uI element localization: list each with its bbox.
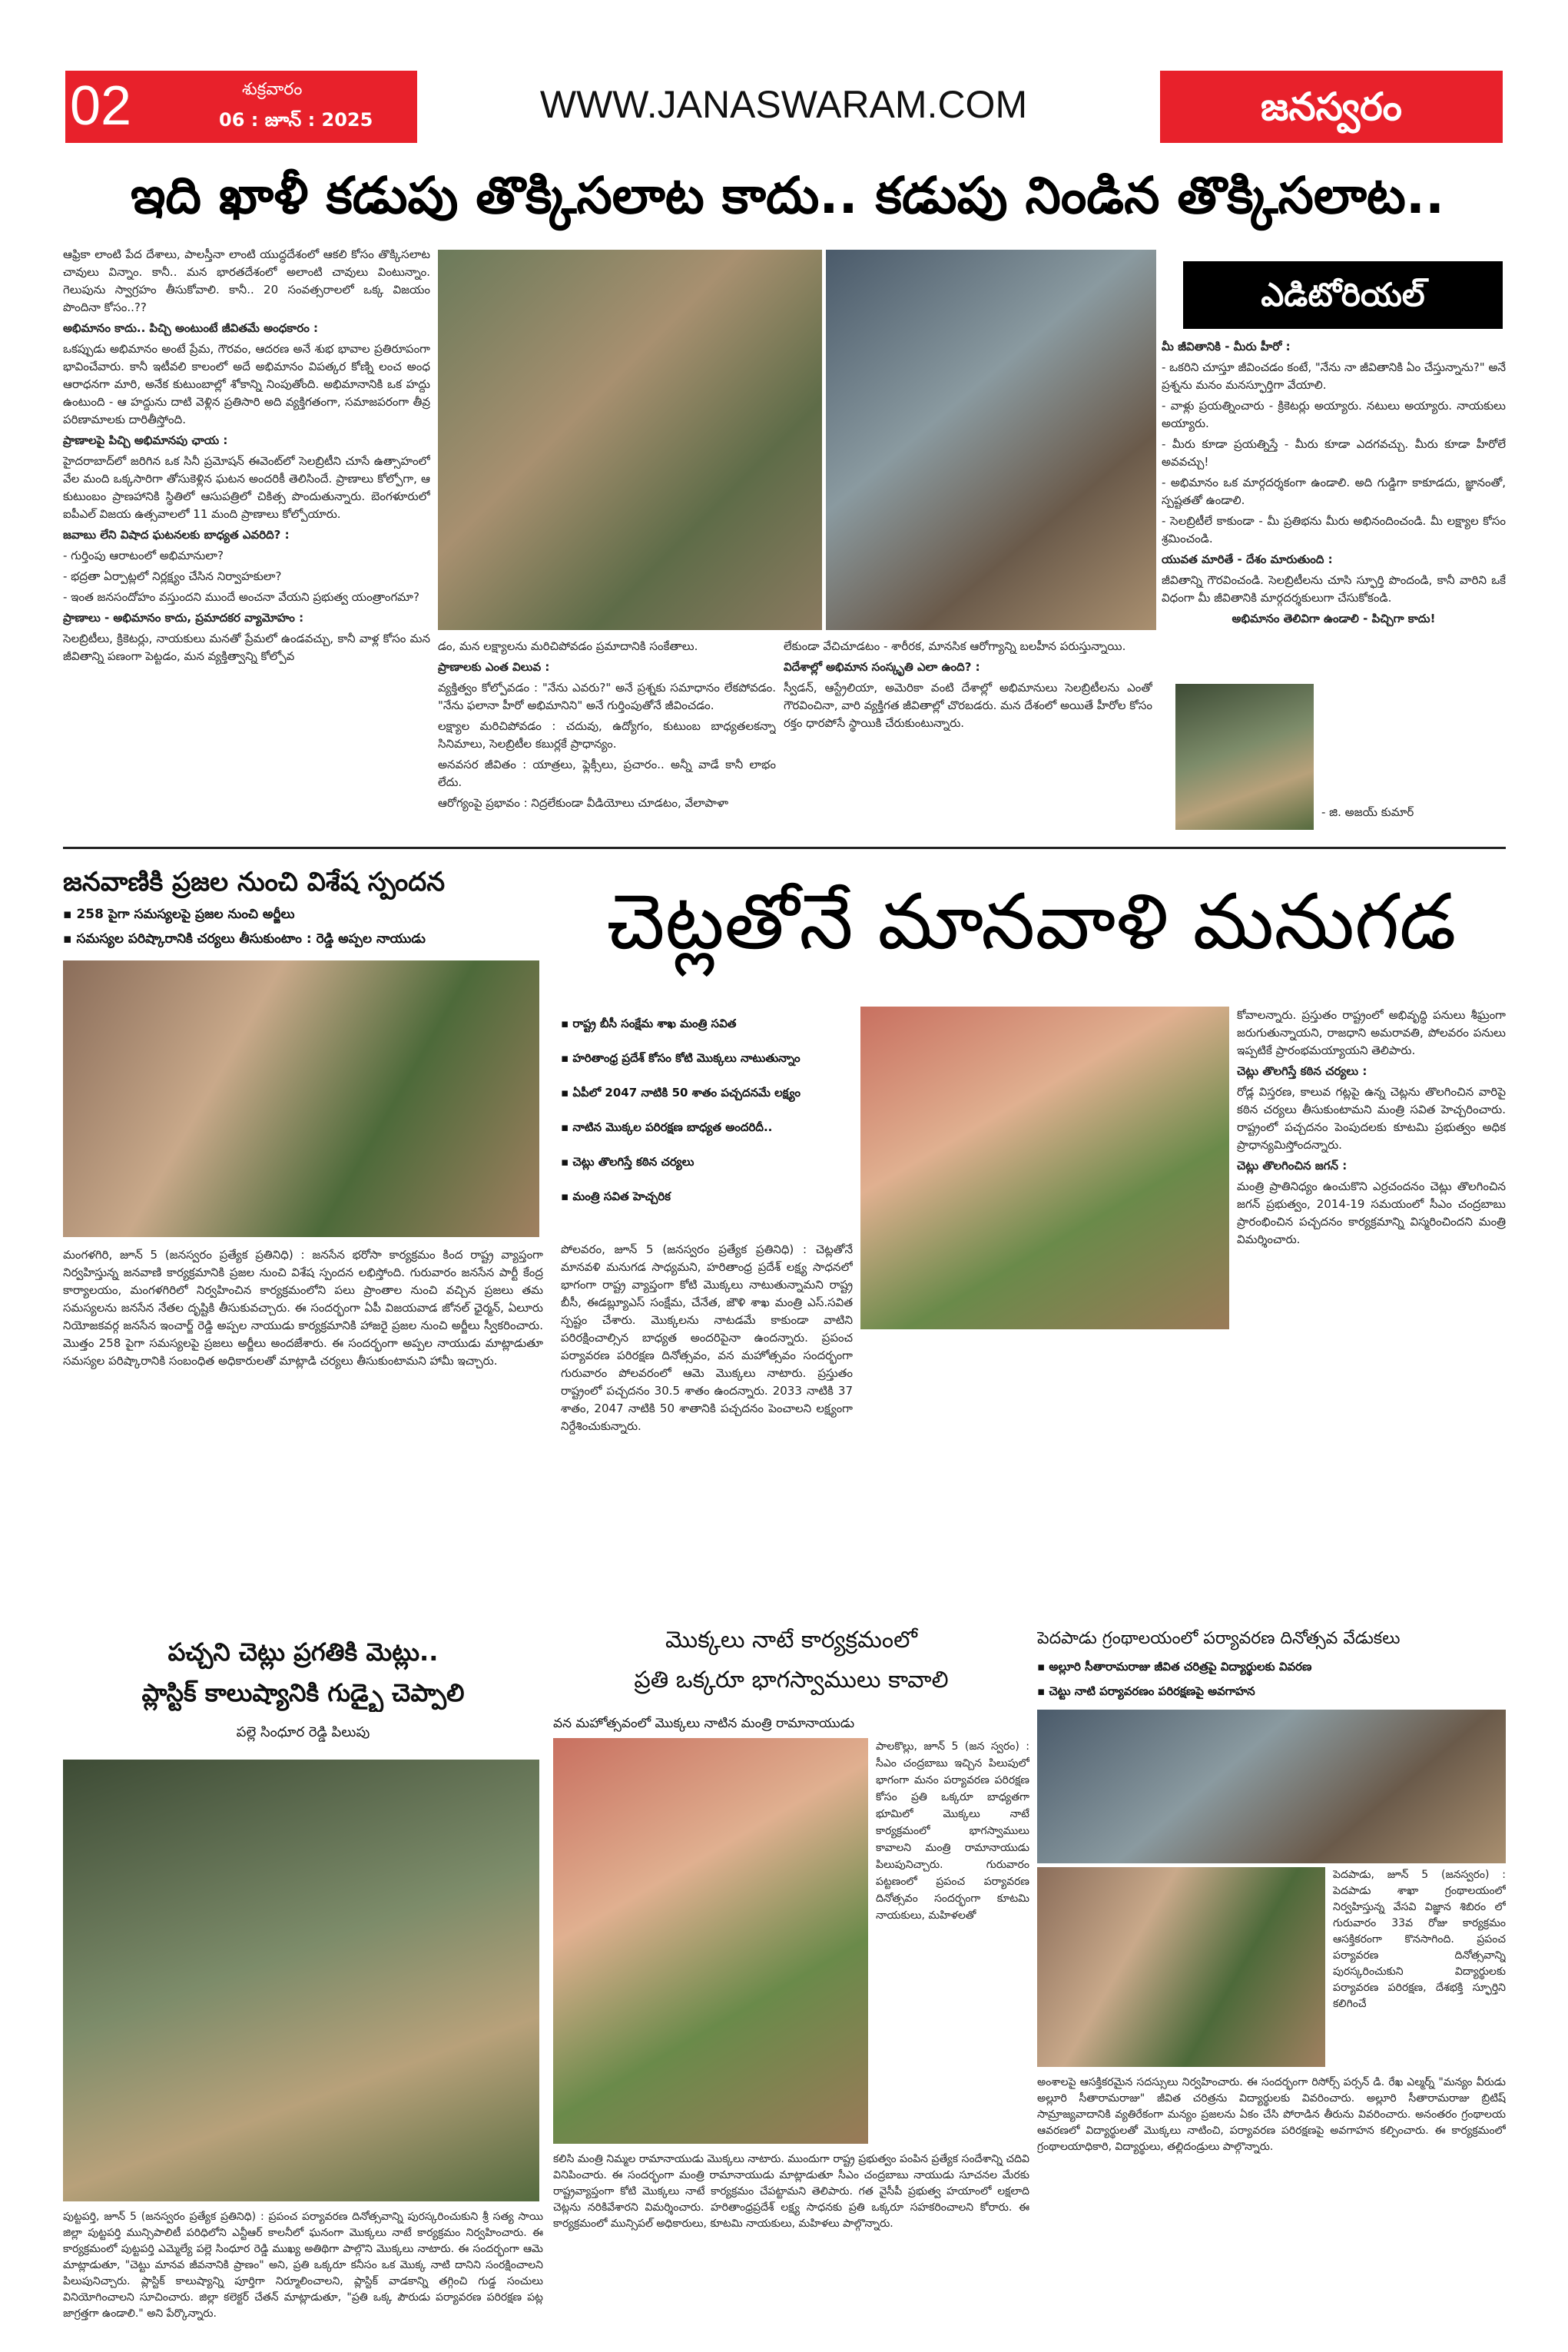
author-photo: [1175, 684, 1314, 830]
pedapadu-bullet-1: ▪ అల్లూరి సీతారామరాజు జీవిత చరిత్రపై విద్యార్థులకు వివరణ: [1037, 1660, 1506, 1681]
janavani-headline: జనవాణికి ప్రజల నుంచి విశేష స్పందన: [63, 867, 446, 897]
mokkalu-sub: వన మహోత్సవంలో మొక్కలు నాటిన మంత్రి రామానాయుడు: [553, 1716, 855, 1731]
trees-bullet: ▪ ఏపీలో 2047 నాటికి 50 శాతం పచ్చదనమే లక్ష్యం: [561, 1076, 853, 1110]
janavani-bullet-1: ▪ 258 పైగా సమస్యలపై ప్రజల నుంచి అర్జీలు: [63, 907, 543, 930]
mokkalu-body: కలిసి మంత్రి నిమ్మల రామానాయుడు మొక్కలు నాటారు. ముందుగా రాష్ట్ర ప్రభుత్వం పంపిన ప్రత్యేక సందేశాన్ని చదివి వినిపించారు. ఈ సందర్భంగా మంత్రి రామానాయుడు మాట్లాడుతూ సీఎం చంద్రబాబు నాయుడు సూచనల మేరకు రాష్ట్రవ్యాప్తంగా కోటి మొక్కలు నాటే కార్యక్రమం చేపట్టామని తెలిపారు. గత వైసీపీ ప్రభుత్వ హయాంలో లక్షలాది చెట్లను నరికివేశారని విమర్శించారు. హరితాంధ్రప్రదేశ్ లక్ష్య సాధనకు ప్రతి ఒక్కరూ సహకరించాలని కోరారు. ఈ కార్యక్రమంలో మున్సిపల్ అధికారులు, కూటమి నాయకులు, మహిళలు పాల్గొన్నారు.: [553, 2153, 1029, 2230]
janavani-photo: [63, 960, 539, 1237]
date: 06 : జూన్ : 2025: [219, 109, 373, 131]
lead-column-2: డం, మన లక్ష్యాలను మరిచిపోవడం ప్రమాదానికి సంకేతాలు. ప్రాణాలకు ఎంత విలువ : వ్యక్తిత్వం కోల్పోవడం : "నేను ఎవరు?" అనే ప్రశ్నకు సమాధానం లేకపోవడం. "నేను ఫలానా హీరో అభిమానిని" అనే గుర్తింపుతోనే జీవించడం. లక్ష్యాల మరిచిపోవడం : చదువు, ఉద్యోగం, కుటుంబ బాధ్యతలకన్నా సినిమాలు, సెలబ్రిటీల కబుర్లకే ప్రాధాన్యం. అనవసర జీవితం : యాత్రలు, ఫ్లెక్సీలు, ప్రచారం.. అన్నీ వాడే కానీ లాభం లేదు. ఆరోగ్యంపై ప్రభావం : నిద్రలేకుండా వీడియోలు చూడటం, వేలాపాళా: [438, 639, 776, 810]
pedapadu-body: అంశాలపై ఆసక్తికరమైన సదస్సులు నిర్వహించారు. ఈ సందర్భంగా రిసోర్స్ పర్సన్ డి. రేఖ ఎల్మర్న్ "మన్యం వీరుడు అల్లూరి సీతారామరాజు" జీవిత చరిత్రను విద్యార్థులకు వివరించారు. అల్లూరి సీతారామరాజు బ్రిటిష్ సామ్రాజ్యవాదానికి వ్యతిరేకంగా మన్యం ప్రజలను ఏకం చేసి పోరాడిన తీరును వివరించారు. అనంతరం గ్రంథాలయ ఆవరణలో విద్యార్థులతో మొక్కలు నాటించి, పర్యావరణ పరిరక్షణపై అవగాహన కల్పించారు. ఈ కార్యక్రమంలో గ్రంథాలయాధికారి, విద్యార్థులు, తల్లిదండ్రులు పాల్గొన్నారు.: [1037, 2076, 1506, 2153]
mokkalu-photo: [553, 1738, 868, 2144]
pacchani-headline-1: పచ్చని చెట్లు ప్రగతికి మెట్లు..: [167, 1637, 439, 1667]
pacchani-photo: [63, 1760, 539, 2201]
pedapadu-side: పెదపాడు, జూన్ 5 (జనస్వరం) : పెదపాడు శాఖా గ్రంథాలయంలో నిర్వహిస్తున్న వేసవి విజ్ఞాన శిబిరం లో గురువారం 33వ రోజు కార్యక్రమం ఆసక్తికరంగా కొనసాగింది. ప్రపంచ పర్యావరణ దినోత్సవాన్ని పురస్కరించుకుని విద్యార్థులకు పర్యావరణ పరిరక్షణ, దేశభక్తి స్ఫూర్తిని కలిగించే: [1333, 1869, 1506, 2010]
pacchani-headline-2: ప్లాస్టిక్ కాలుష్యానికి గుడ్బై చెప్పాలి: [141, 1678, 465, 1707]
day: శుక్రవారం: [242, 80, 303, 99]
lead-headline: ఇది ఖాళీ కడుపు తొక్కిసలాట కాదు.. కడుపు నిండిన తొక్కిసలాట..: [130, 166, 1445, 225]
trees-bullet: ▪ చెట్లు తొలగిస్తే కఠిన చర్యలు: [561, 1145, 853, 1179]
pedapadu-photo-top: [1037, 1710, 1506, 1863]
pedapadu-photo-bottom: [1037, 1867, 1325, 2067]
trees-photo: [860, 1007, 1229, 1329]
stampede-photo-right: [826, 250, 1156, 630]
pacchani-sub: పల్లె సింధూర రెడ్డి పిలుపు: [236, 1724, 370, 1740]
janavani-body: మంగళగిరి, జూన్ 5 (జనస్వరం ప్రత్యేక ప్రతినిధి) : జనసేన భరోసా కార్యక్రమం కింద రాష్ట్ర వ్యాప్తంగా నిర్వహిస్తున్న జనవాణి కార్యక్రమానికి ప్రజల నుంచి విశేష స్పందన లభిస్తోంది. గురువారం జనసేన పార్టీ కేంద్ర కార్యాలయం, మంగళగిరిలో నిర్వహించిన కార్యక్రమంలోని పలు ప్రాంతాల నుంచి వచ్చిన ప్రజలు తమ సమస్యలను జనసేన నేతల దృష్టికి తీసుకువచ్చారు. ఈ సందర్భంగా ఏపీ విజయవాడ జోనల్ ఛైర్మన్, ఏలూరు నియోజకవర్గ జనసేన ఇంచార్జ్ రెడ్డి అప్పల నాయుడు కార్యక్రమానికి హాజరై ప్రజల నుంచి అర్జీలు స్వీకరించారు. మొత్తం 258 పైగా సమస్యలపై ప్రజలు అర్జీలు అందజేశారు. ఈ సందర్భంగా అప్పల నాయుడు మాట్లాడుతూ సమస్యల పరిష్కారానికి సంబంధిత అధికారులతో మాట్లాడి చర్యలు తీసుకుంటామని హామీ ఇచ్చారు.: [63, 1248, 543, 1368]
trees-column-3: కోవాలన్నారు. ప్రస్తుతం రాష్ట్రంలో అభివృద్ధి పనులు శీఘ్రంగా జరుగుతున్నాయని, రాజధాని అమరావతి, పోలవరం పనులు ఇప్పటికే ప్రారంభమయ్యాయని తెలిపారు. చెట్లు తొలగిస్తే కఠిన చర్యలు : రోడ్ల విస్తరణ, కాలువ గట్లపై ఉన్న చెట్లను తొలగించిన వారిపై కఠిన చర్యలు తీసుకుంటామని మంత్రి సవిత హెచ్చరించారు. రాష్ట్రంలో పచ్చదనం పెంపుదలకు కూటమి ప్రభుత్వం అధిక ప్రాధాన్యమిస్తోందన్నారు. చెట్లు తొలగించిన జగన్ : మంత్రి ప్రాతినిధ్యం ఉంచుకొని ఎర్రచందనం చెట్లు తొలగించిన జగన్ ప్రభుత్వం, 2014-19 సమయంలో సీఎం చంద్రబాబు ప్రారంభించిన పచ్చదనం కార్యక్రమాన్ని విస్మరించిందని మంత్రి విమర్శించారు.: [1237, 1008, 1506, 1246]
website[interactable]: WWW.JANASWARAM.COM: [539, 83, 1028, 126]
editorial-label: ఎడిటోరియల్: [1261, 276, 1425, 313]
pedapadu-headline: పెదపాడు గ్రంథాలయంలో పర్యావరణ దినోత్సవ వేడుకలు: [1037, 1629, 1401, 1648]
editorial-label-box: [1183, 261, 1503, 329]
pacchani-body: పుట్టపర్తి, జూన్ 5 (జనస్వరం ప్రత్యేక ప్రతినిధి) : ప్రపంచ పర్యావరణ దినోత్సవాన్ని పురస్కరించుకుని శ్రీ సత్య సాయి జిల్లా పుట్టపర్తి మున్సిపాలిటీ పరిధిలోని ఎన్టీఆర్ కాలనీలో ఘనంగా మొక్కలు నాటే కార్యక్రమం నిర్వహించారు. ఈ కార్యక్రమంలో పుట్టపర్తి ఎమ్మెల్యే పల్లె సింధూర రెడ్డి ముఖ్య అతిథిగా పాల్గొని మొక్కలు నాటారు. ఈ సందర్భంగా ఆమె మాట్లాడుతూ, "చెట్టు మానవ జీవనానికి ప్రాణం" అని, ప్రతి ఒక్కరూ కనీసం ఒక మొక్క నాటి దానిని సంరక్షించాలని పిలుపునిచ్చారు. ప్లాస్టిక్ కాలుష్యాన్ని పూర్తిగా నిర్మూలించాలని, ప్లాస్టిక్ వాడకాన్ని తగ్గించి గుడ్డ సంచులు వినియోగించాలని సూచించారు. జిల్లా కలెక్టర్ చేతన్ మాట్లాడుతూ, "ప్రతి ఒక్క పౌరుడు పర్యావరణ పరిరక్షణ పట్ల జాగ్రత్తగా ఉండాలి." అని పేర్కొన్నారు.: [63, 2211, 543, 2320]
trees-bullets: [561, 1007, 853, 1237]
mokkalu-headline-1: మొక్కలు నాటే కార్యక్రమంలో: [665, 1627, 917, 1654]
trees-bullet: ▪ హరితాంధ్ర ప్రదేశ్ కోసం కోటి మొక్కలు నాటుతున్నాం: [561, 1041, 853, 1076]
lead-column-1: ఆఫ్రికా లాంటి పేద దేశాలు, పాలస్తీనా లాంటి యుద్ధదేశంలో ఆకలి కోసం తొక్కిసలాట చావులు విన్నాం. కానీ.. మన భారతదేశంలో అలాంటి చావులు వింటున్నాం. గెలుపును స్వాగ్రహం తీసుకోవాలి. కానీ.. 20 సంవత్సరాలలో ఒక్క విజయం పొందినా కోసం..?? అభిమానం కాదు.. పిచ్చి అంటుంటే జీవితమే అంధకారం : ఒకప్పుడు అభిమానం అంటే ప్రేమ, గౌరవం, ఆదరణ అనే శుభ భావాల ప్రతిరూపంగా భావించేవారు. కానీ ఇటీవలి కాలంలో అదే అభిమానం విపత్కర కోణ్ని లంచ అంధ ఆరాధనగా మారి, అనేక కుటుంబాల్లో శోకాన్ని నింపుతోంది. అభిమానానికి ఒక హద్దు ఉంటుంది - ఆ హద్దును దాటి వెళ్లిన ప్రతిసారి అది వ్యక్తిగతంగా, సమాజపరంగా తీవ్ర పరిణామాలకు దారితీస్తోంది. ప్రాణాలపై పిచ్చి అభిమానపు ఛాయ : హైదరాబాద్‌లో జరిగిన ఒక సినీ ప్రమోషన్ ఈవెంట్‌లో సెలబ్రిటీని చూసే ఉత్సాహంలో వేల మంది ఒక్కసారిగా తోసుకెళ్లిన ఘటన అందరికీ తెలిసిందే. ప్రాణాలు కోల్పోగా, ఆ కుటుంబం ప్రాణహానికి స్థితిలో ఆసుపత్రిలో చికిత్స పొందుతున్నారు. బెంగళూరులో ఐపీఎల్ విజయ ఉత్సవాలలో 11 మంది ప్రాణాలు కోల్పోయారు. జవాబు లేని విషాద ఘటనలకు బాధ్యత ఎవరిది? : - గుర్తింపు ఆరాటంలో అభిమానులా? - భద్రతా ఏర్పాట్లలో నిర్లక్ష్యం చేసిన నిర్వాహకులా? - ఇంత జనసందోహం వస్తుందని ముందే అంచనా వేయని ప్రభుత్వ యంత్రాంగమా? ప్రాణాలు - అభిమానం కాదు, ప్రమాదకర వ్యామోహం : సెలబ్రిటీలు, క్రికెటర్లు, నాయకులు మనతో ప్రేమలో ఉండవచ్చు, కానీ వాళ్ల కోసం మన జీవితాన్ని పణంగా పెట్టడం, మన వ్యక్తిత్వాన్ని కోల్పోవ: [63, 247, 430, 663]
janavani-bullet-2: ▪ సమస్యల పరిష్కారానికి చర్యలు తీసుకుంటాం : రెడ్డి అప్పల నాయుడు: [63, 931, 543, 954]
stampede-photo-left: [438, 250, 822, 630]
lead-column-3: లేకుండా వేచిచూడటం - శారీరక, మానసిక ఆరోగ్యాన్ని బలహీన పరుస్తున్నాయి. విదేశాల్లో అభిమాన సంస్కృతి ఎలా ఉంది? : స్వీడన్, ఆస్ట్రేలియా, అమెరికా వంటి దేశాల్లో అభిమానులు సెలబ్రిటీలను ఎంతో గౌరవించినా, వారి వ్యక్తిగత జీవితాల్లో చొరబడరు. మన దేశంలో అయితే హీరోల కోసం రక్తం ధారపోసే స్థాయికి చేరుకుంటున్నారు.: [784, 639, 1152, 730]
trees-headline: చెట్లతోనే మానవాళి మనుగడ: [606, 877, 1457, 967]
trees-body: పోలవరం, జూన్ 5 (జనస్వరం ప్రత్యేక ప్రతినిధి) : చెట్లతోనే మానవళి మనుగడ సాధ్యమని, హరితాంధ్ర ప్రదేశ్ లక్ష్య సాధనలో భాగంగా రాష్ట్ర వ్యాప్తంగా కోటి మొక్కలు నాటుతున్నామని రాష్ట్ర బీసీ, ఈడబ్ల్యూఎస్ సంక్షేమ, చేనేత, జౌళి శాఖ మంత్రి ఎస్.సవిత స్పష్టం చేశారు. మొక్కలను నాటడమే కాకుండా వాటిని పరిరక్షించాల్సిన బాధ్యత అందరిపైనా ఉందన్నారు. ప్రపంచ పర్యావరణ పరిరక్షణ దినోత్సవం, వన మహోత్సవం సందర్భంగా గురువారం పోలవరంలో ఆమె మొక్కలు నాటారు. ప్రస్తుతం రాష్ట్రంలో పచ్చదనం 30.5 శాతం ఉందన్నారు. 2033 నాటికి 37 శాతం, 2047 నాటికి 50 శాతానికి పచ్చదనం పెంచాలని లక్ష్యంగా నిర్దేశించుకున్నారు.: [561, 1242, 853, 1433]
trees-bullet: ▪ మంత్రి సవిత హెచ్చరిక: [561, 1179, 853, 1214]
trees-bullet: ▪ రాష్ట్ర బీసీ సంక్షేమ శాఖ మంత్రి సవిత: [561, 1007, 853, 1041]
editorial-byline: - జి. అజయ్ కుమార్: [1321, 805, 1414, 819]
brand-logo: జనస్వరం: [1160, 71, 1503, 143]
pedapadu-bullet-2: ▪ చెట్టు నాటి పర్యావరణం పరిరక్షణపై అవగాహన: [1037, 1684, 1506, 1706]
mokkalu-headline-2: ప్రతి ఒక్కరూ భాగస్వాములు కావాలి: [634, 1667, 949, 1694]
section-divider: [63, 847, 1506, 849]
page-number-box: [65, 71, 417, 143]
trees-bullet: ▪ నాటిన మొక్కల పరిరక్షణ బాధ్యత అందరిదీ..: [561, 1110, 853, 1145]
page-number: 02: [70, 75, 132, 137]
mokkalu-side: పాలకొల్లు, జూన్ 5 (జన స్వరం) : సీఎం చంద్రబాబు ఇచ్చిన పిలుపులో భాగంగా మనం పర్యావరణ పరిరక్షణ కోసం ప్రతి ఒక్కరూ బాధ్యతగా భూమిలో మొక్కలు నాటే కార్యక్రమంలో భాగస్వాములు కావాలని మంత్రి రామానాయుడు పిలుపునిచ్చారు. గురువారం పట్టణంలో ప్రపంచ పర్యావరణ దినోత్సవం సందర్భంగా కూటమి నాయకులు, మహిళలతో: [876, 1740, 1029, 1922]
editorial-text: మీ జీవితానికి - మీరు హీరో : - ఒకరిని చూస్తూ జీవించడం కంటే, "నేను నా జీవితానికి ఏం చేస్తున్నాను?" అనే ప్రశ్నను మనం మనస్ఫూర్తిగా వేయాలి. - వాళ్లు ప్రయత్నించారు - క్రికెటర్లు అయ్యారు. నటులు అయ్యారు. నాయకులు అయ్యారు. - మీరు కూడా ప్రయత్నిస్తే - మీరు కూడా ఎదగవచ్చు. మీరు కూడా హీరోలే అవవచ్చు! - అభిమానం ఒక మార్గదర్శకంగా ఉండాలి. అది గుడ్డిగా కాకూడదు, జ్ఞానంతో, స్పష్టతతో ఉండాలి. - సెలబ్రిటీలే కాకుండా - మీ ప్రతిభను మీరు అభినందించండి. మీ లక్ష్యాల కోసం శ్రమించండి. యువత మారితే - దేశం మారుతుంది : జీవితాన్ని గౌరవించండి. సెలబ్రిటీలను చూసి స్ఫూర్తి పొందండి, కానీ వారిని ఒకే విధంగా మీ జీవితానికి మార్గదర్శకులుగా చేసుకోకండి. అభిమానం తెలివిగా ఉండాలి - పిచ్చిగా కాదు!: [1162, 340, 1506, 625]
